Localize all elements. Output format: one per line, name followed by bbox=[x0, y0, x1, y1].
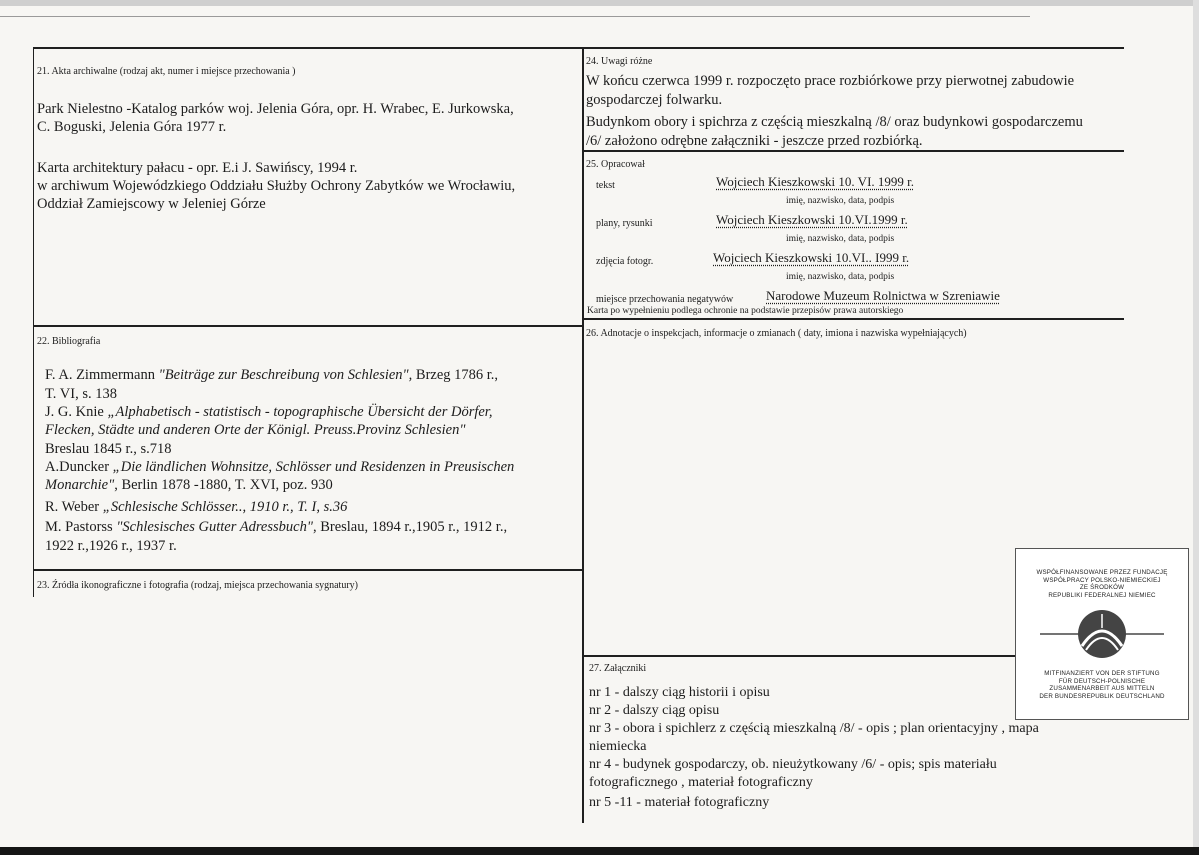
author-row-value: Wojciech Kieszkowski 10.VI.1999 r. bbox=[716, 212, 908, 227]
bibliography-line: Flecken, Städte und anderen Orte der Königl. Preuss.Provinz Schlesien" bbox=[45, 422, 466, 438]
attachment-line: fotograficznego , materiał fotograficzny bbox=[589, 775, 813, 790]
stamp-text: WSPÓŁPRACY POLSKO-NIEMIECKIEJ bbox=[1043, 576, 1161, 584]
rule-25-26 bbox=[582, 318, 1124, 320]
section-24-line: /6/ założono odrębne załączniki - jeszcze przed rozbiórką. bbox=[586, 133, 923, 149]
section-24-line: gospodarczej folwarku. bbox=[586, 92, 723, 108]
bib-title: "Schlesisches Gutter Adressbuch" bbox=[116, 519, 313, 535]
negatives-location-value: Narodowe Muzeum Rolnictwa w Szreniawie bbox=[766, 288, 1000, 303]
bibliography-entry bbox=[45, 518, 575, 536]
attachment-line: nr 3 - obora i spichlerz z częścią mieszkalną /8/ - opis ; plan orientacyjny , mapa bbox=[589, 721, 1039, 736]
stamp-text: WSPÓŁFINANSOWANE PRZEZ FUNDACJĘ bbox=[1036, 569, 1168, 576]
author-row-caption: imię, nazwisko, data, podpis bbox=[786, 196, 895, 206]
stamp-text: MITFINANZIERT VON DER STIFTUNG bbox=[1044, 670, 1160, 677]
bib-title: „Schlesische Schlösser.., 1910 r., T. I, s.36 bbox=[102, 499, 348, 515]
author-row-value: Wojciech Kieszkowski 10. VI. 1999 r. bbox=[716, 174, 915, 189]
bib-title: „Die ländlichen Wohnsitze, Schlösser und Residenzen in Preusischen bbox=[112, 459, 515, 475]
attachment-line: nr 4 - budynek gospodarczy, ob. nieużytkowany /6/ - opis; spis materiału bbox=[589, 757, 997, 772]
scan-right-edge bbox=[1193, 0, 1199, 855]
stamp-text: REPUBLIKI FEDERALNEJ NIEMIEC bbox=[1048, 591, 1156, 599]
section-27-label: 27. Załączniki bbox=[589, 663, 647, 674]
stamp-text: ZUSAMMENARBEIT AUS MITTELN bbox=[1049, 685, 1155, 693]
section-24-line: Budynkom obory i spichrza z częścią mieszkalną /8/ oraz budynkowi gospodarczemu bbox=[586, 114, 1083, 130]
bib-author: M. Pastorss bbox=[45, 519, 117, 535]
bib-author: A.Duncker bbox=[45, 459, 113, 475]
attachment-line: nr 2 - dalszy ciąg opisu bbox=[589, 703, 720, 718]
grid-top-rule bbox=[33, 47, 1124, 49]
bibliography-entry bbox=[45, 458, 575, 476]
section-21-line: Oddział Zamiejscowy w Jeleniej Górze bbox=[37, 196, 266, 212]
scan-top-edge bbox=[0, 0, 1199, 6]
bib-info: Brzeg 1786 r., bbox=[412, 367, 499, 383]
copyright-note: Karta po wypełnieniu podlega ochronie na podstawie przepisów prawa autorskiego bbox=[587, 306, 904, 316]
author-row-key: zdjęcia fotogr. bbox=[596, 256, 654, 267]
section-24-line: W końcu czerwca 1999 r. rozpoczęto prace rozbiórkowe przy pierwotnej zabudowie bbox=[586, 73, 1075, 89]
section-21-line: Karta architektury pałacu - opr. E.i J. Sawińscy, 1994 r. bbox=[37, 160, 358, 176]
bibliography-line: T. VI, s. 138 bbox=[45, 386, 117, 402]
section-22-label: 22. Bibliografia bbox=[37, 336, 101, 347]
bibliography-line: Breslau 1845 r., s.718 bbox=[45, 441, 172, 457]
foundation-stamp bbox=[1015, 548, 1189, 720]
rule-22-23 bbox=[33, 569, 582, 571]
section-24-label: 24. Uwagi różne bbox=[586, 56, 653, 67]
section-21-line: w archiwum Wojewódzkiego Oddziału Służby Ochrony Zabytków we Wrocławiu, bbox=[37, 178, 516, 194]
bib-title: „Alphabetisch - statistisch - topographische Übersicht der Dörfer, bbox=[107, 404, 493, 420]
author-row-caption: imię, nazwisko, data, podpis bbox=[786, 234, 895, 244]
rule-26-27 bbox=[582, 655, 1015, 657]
rule-21-22 bbox=[33, 325, 582, 327]
bib-title: Monarchie" bbox=[45, 477, 115, 493]
bib-info: , Breslau, 1894 r.,1905 r., 1912 r., bbox=[312, 519, 508, 535]
section-21-line: C. Boguski, Jelenia Góra 1977 r. bbox=[37, 119, 227, 135]
attachment-line: niemiecka bbox=[589, 739, 647, 754]
faint-top-rule bbox=[0, 16, 1030, 17]
foundation-logo-icon bbox=[1036, 606, 1168, 662]
section-25-label: 25. Opracował bbox=[586, 159, 645, 170]
author-row-key: tekst bbox=[596, 180, 615, 191]
grid-center-divider bbox=[582, 47, 584, 823]
negatives-location-key: miejsce przechowania negatywów bbox=[596, 294, 734, 305]
bib-author: F. A. Zimmermann bbox=[45, 367, 159, 383]
author-row-caption: imię, nazwisko, data, podpis bbox=[786, 272, 895, 282]
scan-bottom-edge bbox=[0, 847, 1199, 855]
section-26-label: 26. Adnotacje o inspekcjach, informacje o zmianach ( daty, imiona i nazwiska wypełniających) bbox=[586, 328, 967, 339]
author-row-value: Wojciech Kieszkowski 10.VI.. I999 r. bbox=[713, 250, 910, 265]
stamp-text: ZE ŚRODKÓW bbox=[1079, 584, 1125, 592]
bibliography-entry bbox=[45, 403, 575, 421]
bib-author: J. G. Knie bbox=[45, 404, 108, 420]
attachment-line: nr 1 - dalszy ciąg historii i opisu bbox=[589, 685, 770, 700]
bibliography-line bbox=[45, 476, 333, 494]
section-23-label: 23. Źródła ikonograficzne i fotografia (rodzaj, miejsca przechowania sygnatury) bbox=[37, 580, 358, 591]
section-21-label: 21. Akta archiwalne (rodzaj akt, numer i miejsce przechowania ) bbox=[37, 66, 296, 77]
bib-author: R. Weber bbox=[45, 499, 103, 515]
stamp-text: FÜR DEUTSCH-POLNISCHE bbox=[1058, 677, 1146, 685]
section-21-line: Park Nielestno -Katalog parków woj. Jelenia Góra, opr. H. Wrabec, E. Jurkowska, bbox=[37, 101, 514, 117]
stamp-text: DER BUNDESREPUBLIK DEUTSCHLAND bbox=[1039, 692, 1165, 700]
bibliography-line: 1922 r.,1926 r., 1937 r. bbox=[45, 538, 177, 554]
attachment-line: nr 5 -11 - materiał fotograficzny bbox=[589, 795, 770, 810]
rule-24-25 bbox=[582, 150, 1124, 152]
bib-info: , Berlin 1878 -1880, T. XVI, poz. 930 bbox=[114, 477, 333, 493]
bib-title: "Beiträge zur Beschreibung von Schlesien", bbox=[158, 367, 413, 383]
author-row-key: plany, rysunki bbox=[596, 218, 653, 229]
bibliography-entry bbox=[45, 366, 575, 384]
bibliography-entry bbox=[45, 498, 347, 516]
grid-left-border bbox=[33, 47, 34, 597]
